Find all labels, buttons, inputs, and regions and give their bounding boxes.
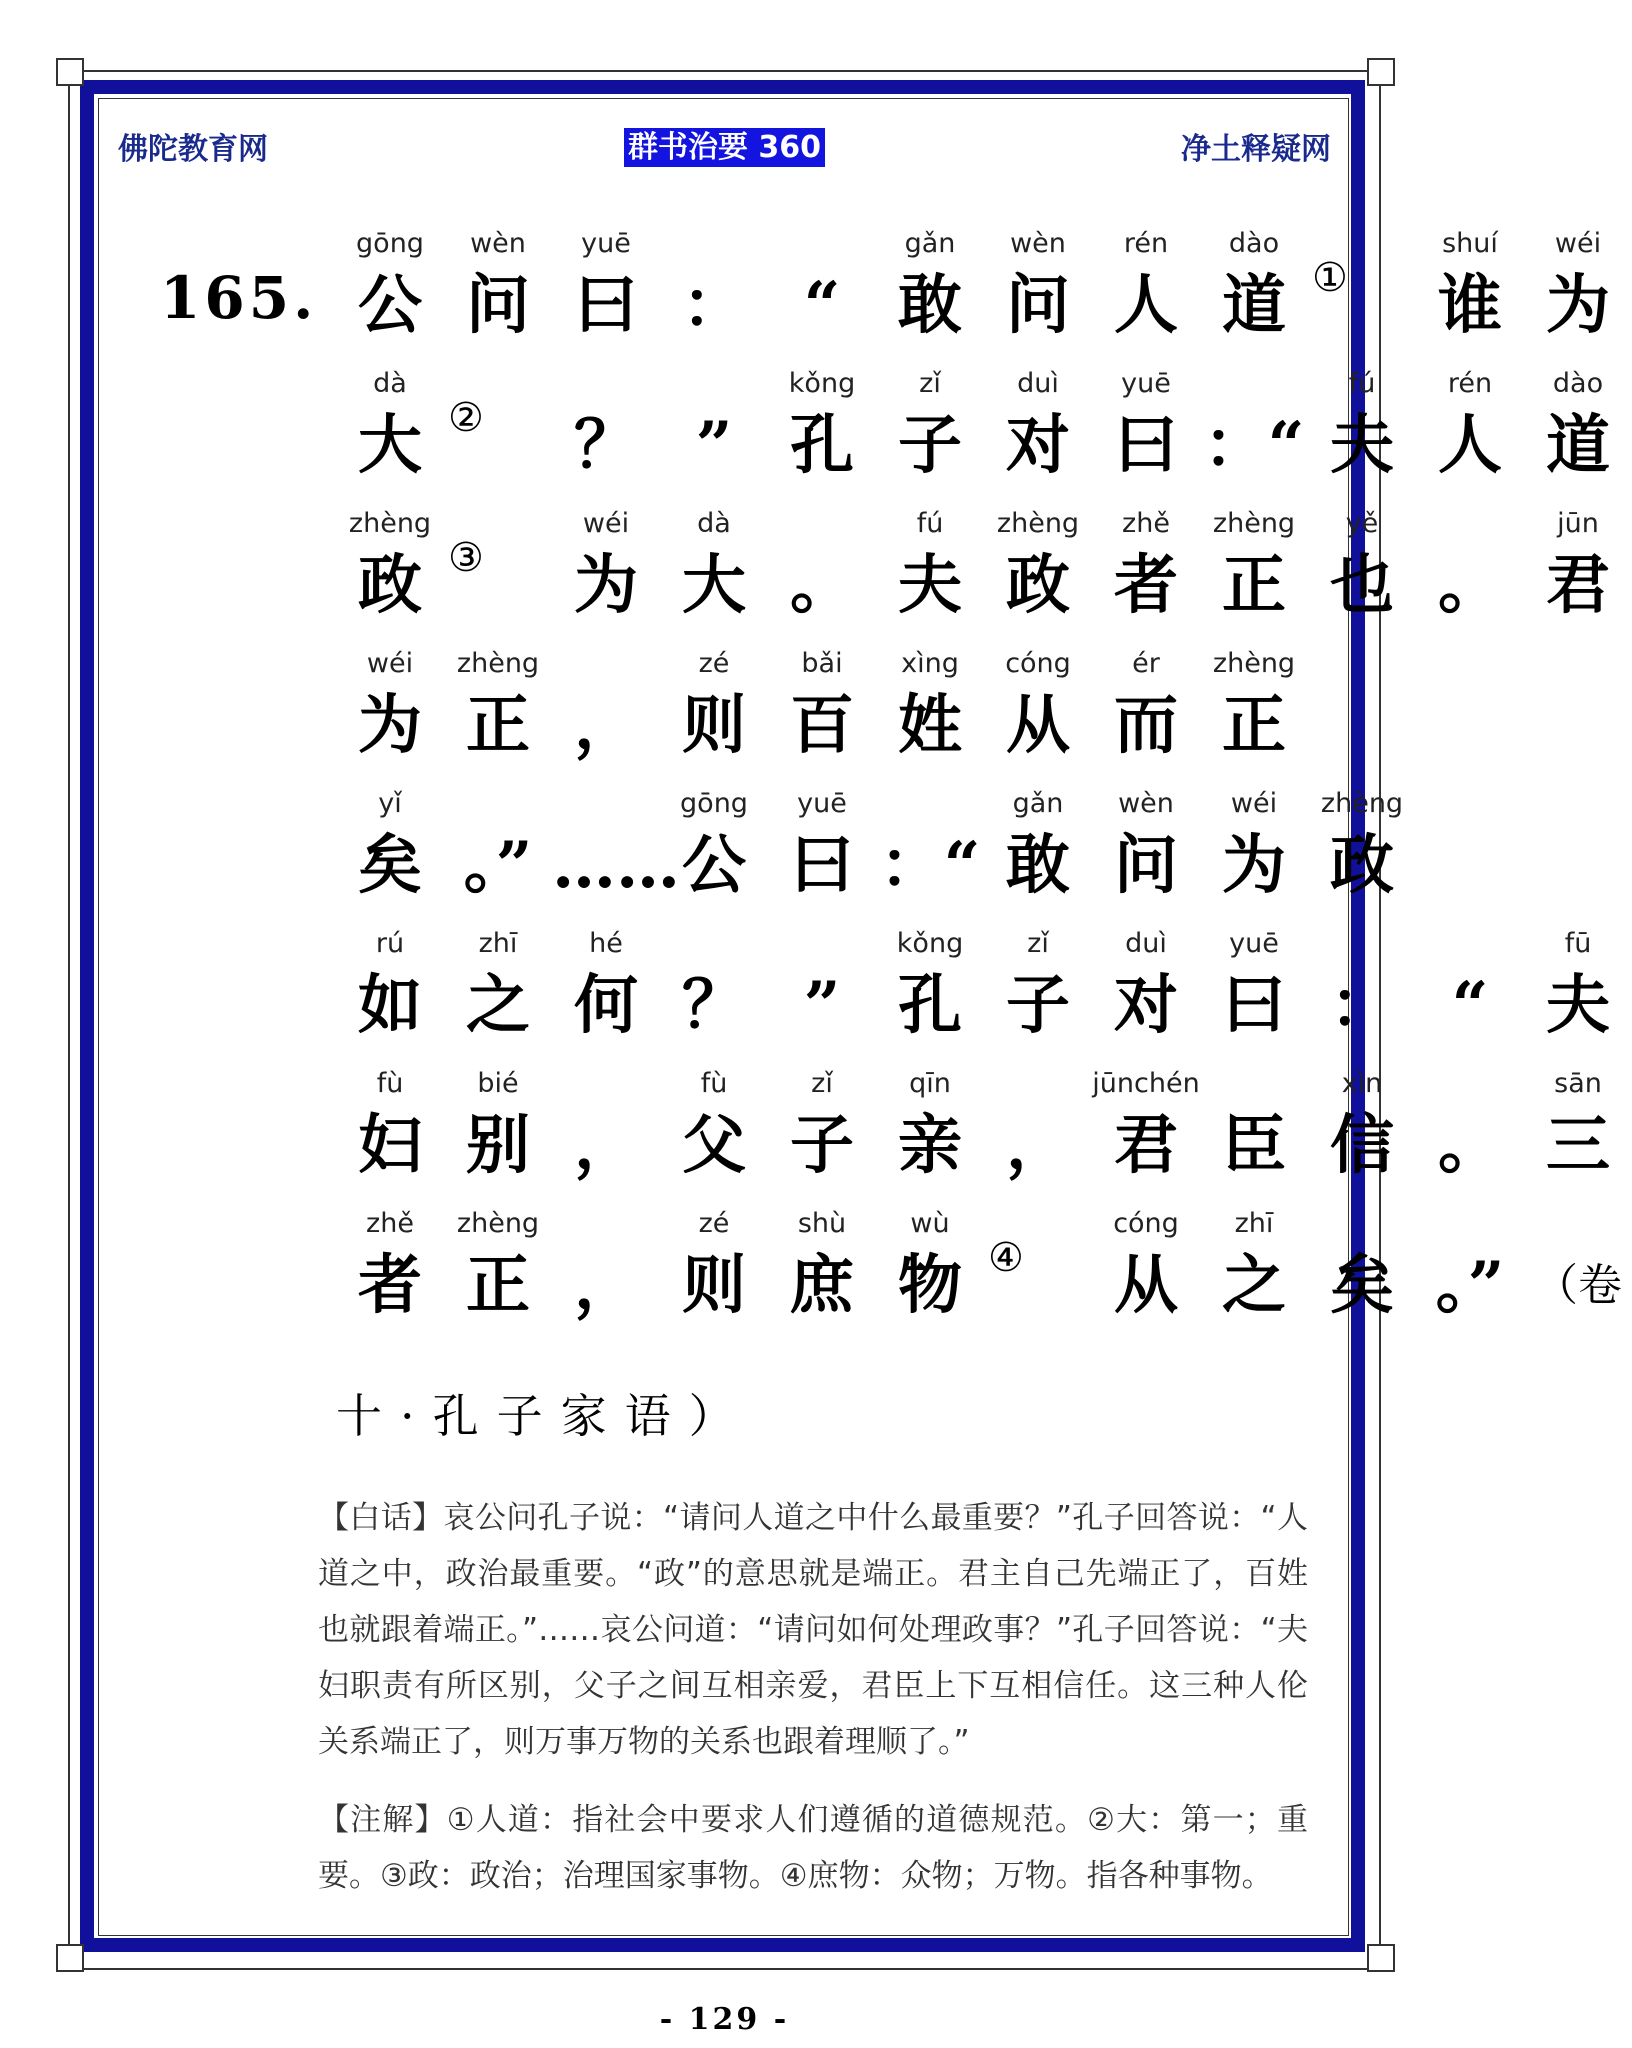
pinyin: yǐ <box>378 788 402 819</box>
character-cell <box>768 1208 876 1348</box>
character-cell <box>876 508 984 648</box>
header-right-site: 净土释疑网 <box>1181 132 1331 167</box>
character-cell <box>876 368 984 508</box>
pinyin: duì <box>1125 928 1167 959</box>
pinyin: cóng <box>1005 648 1071 679</box>
hanzi: 则 <box>682 1248 746 1323</box>
hanzi: 矣 <box>1330 1248 1394 1323</box>
hanzi: 正 <box>1222 548 1286 623</box>
hanzi: …… <box>552 828 680 903</box>
character-cell <box>444 1068 552 1208</box>
pinyin: xìng <box>901 648 959 679</box>
pinyin: zǐ <box>811 1068 833 1099</box>
hanzi: ④ <box>988 1235 1024 1281</box>
hanzi: 政 <box>358 548 422 623</box>
passage-line <box>140 788 1404 928</box>
hanzi: 大 <box>682 548 746 623</box>
hanzi: ？ <box>682 968 746 1043</box>
pinyin: zhèng <box>1212 648 1296 679</box>
hanzi: 则 <box>682 688 746 763</box>
character-cell <box>1416 1208 1524 1348</box>
pinyin: dào <box>1552 368 1604 399</box>
hanzi: 物 <box>898 1248 962 1323</box>
hanzi: 庶 <box>790 1248 854 1323</box>
character-cell <box>1092 1068 1200 1208</box>
hanzi: 夫 <box>1546 968 1610 1043</box>
pinyin: zǐ <box>1027 928 1049 959</box>
passage-characters <box>336 1208 1632 1348</box>
pinyin: gōng <box>356 228 424 259</box>
pinyin: yuē <box>581 228 631 259</box>
pinyin: shuí <box>1442 228 1498 259</box>
pinyin: duì <box>1017 368 1059 399</box>
character-cell <box>1200 228 1308 368</box>
hanzi: 曰 <box>790 828 854 903</box>
pinyin: kǒng <box>788 368 856 399</box>
character-cell <box>552 1068 660 1208</box>
pinyin: zhě <box>366 1208 414 1239</box>
character-cell <box>1200 508 1308 648</box>
character-cell <box>1416 508 1524 648</box>
pinyin: yuē <box>1229 928 1279 959</box>
pinyin: gǎn <box>1012 788 1064 819</box>
passage-characters <box>336 228 1632 368</box>
hanzi: 问 <box>1114 828 1178 903</box>
hanzi: 也 <box>1330 548 1394 623</box>
pinyin: zhě <box>1122 508 1170 539</box>
character-cell <box>660 1208 768 1348</box>
character-cell <box>1416 1068 1524 1208</box>
hanzi: 孔 <box>790 408 854 483</box>
pinyin: bié <box>477 1068 519 1099</box>
hanzi: 从 <box>1006 688 1070 763</box>
passage-characters <box>336 648 1308 788</box>
hanzi: 如 <box>358 968 422 1043</box>
pinyin: rú <box>375 928 405 959</box>
character-cell <box>1308 928 1416 1068</box>
pinyin: zé <box>698 648 730 679</box>
passage-line <box>140 228 1610 368</box>
character-cell <box>336 1208 444 1348</box>
hanzi: 问 <box>1006 268 1070 343</box>
character-cell <box>336 368 444 508</box>
character-cell <box>1416 228 1524 368</box>
hanzi: 夫 <box>1330 408 1394 483</box>
character-cell <box>768 788 876 928</box>
pinyin: zǐ <box>919 368 941 399</box>
character-cell <box>984 1208 1092 1348</box>
character-cell <box>1416 928 1524 1068</box>
hanzi: 妇 <box>358 1108 422 1183</box>
hanzi: 君 <box>1546 548 1610 623</box>
character-cell <box>660 368 768 508</box>
character-cell <box>336 508 444 648</box>
hanzi: 大 <box>358 408 422 483</box>
character-cell <box>1524 228 1632 368</box>
hanzi: ① <box>1312 255 1348 301</box>
pinyin: dà <box>697 508 731 539</box>
hanzi: 亲 <box>898 1108 962 1183</box>
character-cell <box>1092 228 1200 368</box>
hanzi: ” <box>695 408 733 483</box>
character-cell <box>984 508 1092 648</box>
corner-ornament <box>56 58 84 86</box>
hanzi: 者 <box>358 1248 422 1323</box>
hanzi: ② <box>448 395 484 441</box>
hanzi: 道 <box>1222 268 1286 343</box>
passage-characters <box>336 788 1416 928</box>
hanzi: ， <box>1006 1108 1070 1183</box>
pinyin: zhī <box>478 928 518 959</box>
hanzi: 夫 <box>898 548 962 623</box>
hanzi: 百 <box>790 688 854 763</box>
hanzi: 。” <box>1435 1248 1505 1323</box>
hanzi: ， <box>574 1248 638 1323</box>
passage-line <box>140 1068 1610 1208</box>
pinyin: wéi <box>366 648 414 679</box>
pinyin: zhèng <box>456 648 540 679</box>
hanzi: 何 <box>574 968 638 1043</box>
hanzi: 之 <box>466 968 530 1043</box>
pinyin: fū <box>1564 928 1592 959</box>
pinyin: fù <box>700 1068 728 1099</box>
character-cell <box>552 1208 660 1348</box>
hanzi: 姓 <box>898 688 962 763</box>
header-title-text: 群书治要 360 <box>624 128 825 167</box>
character-cell <box>1308 1208 1416 1348</box>
character-cell <box>444 508 552 648</box>
pinyin: cóng <box>1113 1208 1179 1239</box>
hanzi: 公 <box>358 268 422 343</box>
character-cell <box>1092 508 1200 648</box>
page-number: - 129 - <box>659 2002 790 2037</box>
hanzi: “ <box>1451 968 1489 1043</box>
character-cell <box>444 1208 552 1348</box>
character-cell <box>876 928 984 1068</box>
hanzi: 敢 <box>1006 828 1070 903</box>
character-cell <box>1416 368 1524 508</box>
pinyin: wéi <box>1230 788 1278 819</box>
hanzi: 人 <box>1438 408 1502 483</box>
pinyin: yuē <box>1121 368 1171 399</box>
character-cell <box>444 368 552 508</box>
character-cell <box>1200 1208 1308 1348</box>
hanzi: 为 <box>574 548 638 623</box>
zhujie-paragraph: 【注解】①人道：指社会中要求人们遵循的道德规范。②大：第一；重要。③政：政治；治理国家事物。④庶物：众物；万物。指各种事物。 <box>318 1802 1308 1894</box>
character-cell <box>876 1208 984 1348</box>
passage-line <box>140 508 1610 648</box>
passage-line <box>140 648 1300 788</box>
pinyin: gǎn <box>904 228 956 259</box>
character-cell <box>1092 648 1200 788</box>
hanzi: 政 <box>1006 548 1070 623</box>
character-cell <box>1524 1068 1632 1208</box>
passage-line <box>140 1208 1622 1348</box>
pinyin: wèn <box>470 228 526 259</box>
character-cell <box>1524 508 1632 648</box>
pinyin: zhèng <box>996 508 1080 539</box>
character-cell <box>1200 928 1308 1068</box>
hanzi: 为 <box>358 688 422 763</box>
hanzi: ， <box>574 688 638 763</box>
hanzi: 人 <box>1114 268 1178 343</box>
passage-characters <box>336 368 1632 508</box>
hanzi: 子 <box>1006 968 1070 1043</box>
character-cell <box>1200 788 1308 928</box>
hanzi: 问 <box>466 268 530 343</box>
pinyin: gōng <box>680 788 748 819</box>
character-cell <box>660 228 768 368</box>
hanzi: 为 <box>1546 268 1610 343</box>
character-cell <box>660 648 768 788</box>
pinyin: wèn <box>1010 228 1066 259</box>
hanzi: 。 <box>1438 1108 1502 1183</box>
hanzi: 曰 <box>1114 408 1178 483</box>
character-cell <box>1524 928 1632 1068</box>
character-cell <box>768 928 876 1068</box>
character-cell <box>768 1068 876 1208</box>
character-cell <box>984 228 1092 368</box>
corner-ornament <box>56 1944 84 1972</box>
hanzi: 曰 <box>574 268 638 343</box>
passage-line <box>140 368 1610 508</box>
pinyin: wéi <box>582 508 630 539</box>
hanzi: 子 <box>790 1108 854 1183</box>
hanzi: （卷 <box>1534 1260 1622 1311</box>
pinyin: zhèng <box>1212 508 1296 539</box>
pinyin: fú <box>916 508 944 539</box>
character-cell <box>1308 368 1416 508</box>
pinyin: yě <box>1345 508 1379 539</box>
character-cell <box>1200 368 1308 508</box>
character-cell <box>984 788 1092 928</box>
character-cell <box>660 1068 768 1208</box>
character-cell <box>336 1068 444 1208</box>
character-cell <box>444 648 552 788</box>
hanzi: 公 <box>682 828 746 903</box>
character-cell <box>336 788 444 928</box>
character-cell <box>1200 1068 1308 1208</box>
character-cell <box>768 648 876 788</box>
hanzi: ：“ <box>1203 408 1305 483</box>
header-left-site: 佛陀教育网 <box>118 132 268 167</box>
corner-ornament <box>1367 1944 1395 1972</box>
pinyin: fù <box>376 1068 404 1099</box>
hanzi: 曰 <box>1222 968 1286 1043</box>
character-cell <box>444 788 552 928</box>
pinyin: kǒng <box>896 928 964 959</box>
character-cell <box>876 648 984 788</box>
baihua-paragraph: 【白话】哀公问孔子说：“请问人道之中什么最重要？”孔子回答说：“人道之中，政治最重要。“政”的意思就是端正。君主自己先端正了，百姓也就跟着端正。”……哀公问道：“请问如何处理政事？”孔子回答说：“夫妇职责有所区别，父子之间互相亲爱，君臣上下互相信任。这三种人伦关系端正了，则万事万物的关系也跟着理顺了。” <box>318 1500 1308 1760</box>
pinyin: shù <box>797 1208 847 1239</box>
hanzi: 子 <box>898 408 962 483</box>
pinyin: zhèng <box>348 508 432 539</box>
corner-ornament <box>1367 58 1395 86</box>
pinyin: rén <box>1447 368 1493 399</box>
pinyin: jūn <box>1557 508 1599 539</box>
character-cell <box>336 648 444 788</box>
character-cell <box>876 1068 984 1208</box>
pinyin: zé <box>698 1208 730 1239</box>
hanzi: 信 <box>1330 1108 1394 1183</box>
character-cell <box>876 228 984 368</box>
character-cell <box>984 368 1092 508</box>
hanzi: ” <box>803 968 841 1043</box>
hanzi: 。” <box>463 828 533 903</box>
character-cell <box>660 508 768 648</box>
passage-line <box>140 928 1610 1068</box>
hanzi: 政 <box>1330 828 1394 903</box>
hanzi: 。 <box>1438 548 1502 623</box>
pinyin: qīn <box>909 1068 951 1099</box>
character-cell <box>552 228 660 368</box>
pinyin: dà <box>373 368 407 399</box>
passage-number: 165. <box>160 264 318 332</box>
pinyin: jūnchén <box>1092 1068 1200 1099</box>
pinyin: zhī <box>1234 1208 1274 1239</box>
character-cell <box>768 368 876 508</box>
hanzi: 而 <box>1114 688 1178 763</box>
hanzi: 君 <box>1114 1108 1178 1183</box>
hanzi: 谁 <box>1438 268 1502 343</box>
pinyin: xìn <box>1341 1068 1383 1099</box>
pinyin: wéi <box>1554 228 1602 259</box>
pinyin: zhèng <box>456 1208 540 1239</box>
character-cell <box>1308 788 1416 928</box>
pinyin: ér <box>1132 648 1160 679</box>
character-cell <box>984 928 1092 1068</box>
character-cell <box>444 228 552 368</box>
hanzi: 为 <box>1222 828 1286 903</box>
hanzi: 从 <box>1114 1248 1178 1323</box>
hanzi: 敢 <box>898 268 962 343</box>
hanzi: 道 <box>1546 408 1610 483</box>
hanzi: 正 <box>466 1248 530 1323</box>
character-cell <box>984 1068 1092 1208</box>
hanzi: 孔 <box>898 968 962 1043</box>
passage-characters <box>336 1068 1632 1208</box>
hanzi: ： <box>1330 968 1394 1043</box>
character-cell <box>1092 368 1200 508</box>
hanzi: 之 <box>1222 1248 1286 1323</box>
character-cell <box>552 648 660 788</box>
character-cell <box>984 648 1092 788</box>
character-cell <box>1524 1208 1632 1348</box>
pinyin: bǎi <box>801 648 843 679</box>
pinyin: yuē <box>797 788 847 819</box>
hanzi: 对 <box>1006 408 1070 483</box>
character-cell <box>336 228 444 368</box>
hanzi: 。 <box>790 548 854 623</box>
character-cell <box>876 788 984 928</box>
hanzi: 对 <box>1114 968 1178 1043</box>
character-cell <box>552 928 660 1068</box>
hanzi: “ <box>803 268 841 343</box>
hanzi: ③ <box>448 535 484 581</box>
character-cell <box>1308 228 1416 368</box>
character-cell <box>1524 368 1632 508</box>
hanzi: ：“ <box>879 828 981 903</box>
hanzi: 别 <box>466 1108 530 1183</box>
character-cell <box>336 928 444 1068</box>
character-cell <box>1092 1208 1200 1348</box>
hanzi: 臣 <box>1222 1108 1286 1183</box>
pinyin: hé <box>589 928 623 959</box>
character-cell <box>768 228 876 368</box>
pinyin: wù <box>910 1208 950 1239</box>
passage <box>140 228 1622 1348</box>
hanzi: 三 <box>1546 1108 1610 1183</box>
character-cell <box>1092 928 1200 1068</box>
pinyin: dào <box>1228 228 1280 259</box>
hanzi: 正 <box>466 688 530 763</box>
character-cell <box>552 788 680 928</box>
hanzi: ： <box>682 268 746 343</box>
character-cell <box>1308 508 1416 648</box>
character-cell <box>1308 1068 1416 1208</box>
character-cell <box>660 928 768 1068</box>
pinyin: wèn <box>1118 788 1174 819</box>
hanzi: 正 <box>1222 688 1286 763</box>
character-cell <box>444 928 552 1068</box>
passage-characters <box>336 928 1632 1068</box>
character-cell <box>1200 648 1308 788</box>
passage-characters <box>336 508 1632 648</box>
character-cell <box>660 788 768 928</box>
pinyin: zhèng <box>1320 788 1404 819</box>
hanzi: ， <box>574 1108 638 1183</box>
pinyin: sān <box>1554 1068 1602 1099</box>
pinyin: rén <box>1123 228 1169 259</box>
hanzi: 父 <box>682 1108 746 1183</box>
hanzi: 者 <box>1114 548 1178 623</box>
character-cell <box>552 508 660 648</box>
character-cell <box>552 368 660 508</box>
hanzi: ？ <box>574 408 638 483</box>
pinyin: fú <box>1348 368 1376 399</box>
source-continuation: 十·孔子家语） <box>336 1389 753 1443</box>
character-cell <box>1092 788 1200 928</box>
hanzi: 矣 <box>358 828 422 903</box>
character-cell <box>768 508 876 648</box>
